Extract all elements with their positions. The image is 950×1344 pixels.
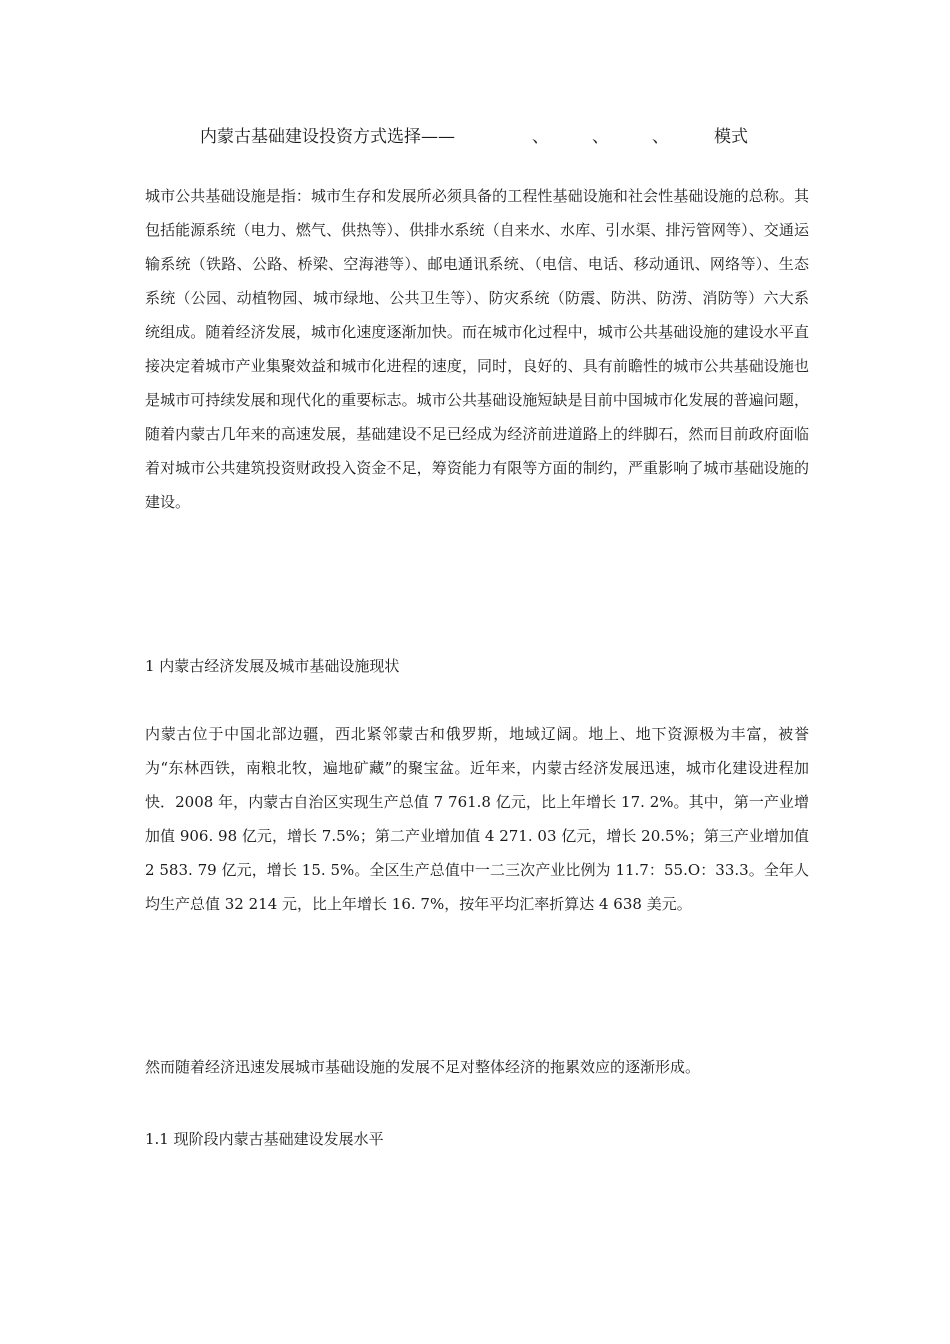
section-1-heading: 1 内蒙古经济发展及城市基础设施现状 xyxy=(145,657,400,675)
title-main: 内蒙古基础建设投资方式选择—— xyxy=(200,127,455,147)
title-tail: 模式 xyxy=(714,127,748,147)
title-separator-3: 、 xyxy=(652,127,669,147)
section-1-paragraph: 内蒙古位于中国北部边疆，西北紧邻蒙古和俄罗斯，地域辽阔。地上、地下资源极为丰富，被誉为“东林西铁，南粮北牧，遍地矿藏”的聚宝盆。近年来，内蒙古经济发展迅速，城市化建设进程加快．2008 年，内蒙古自治区实现生产总值 7 761.8 亿元，比上年增长 17. 2%。其中，第一产业增加值 906. 98 亿元，增长 7.5%；第二产业增加值 4 271. 03 亿元，增长 20.5%；第三产业增加值 2 583. 79 亿元，增长 15. 5%。全区生产总值中一二三次产业比例为 11.7：55.O：33.3。全年人均生产总值 32 214 元，比上年增长 16. 7%，按年平均汇率折算达 4 638 美元。 xyxy=(145,725,809,913)
title-separator-1: 、 xyxy=(532,127,549,147)
section-1-1-heading: 1.1 现阶段内蒙古基础建设发展水平 xyxy=(145,1130,384,1148)
title-separator-2: 、 xyxy=(592,127,609,147)
document-title xyxy=(200,122,820,152)
intro-paragraph: 城市公共基础设施是指：城市生存和发展所必须具备的工程性基础设施和社会性基础设施的总称。其包括能源系统（电力、燃气、供热等）、供排水系统（自来水、水库、引水渠、排污管网等）、交通运输系统（铁路、公路、桥梁、空海港等）、邮电通讯系统、（电信、电话、移动通讯、网络等）、生态系统（公园、动植物园、城市绿地、公共卫生等）、防灾系统（防震、防洪、防涝、消防等）六大系统组成。随着经济发展，城市化速度逐渐加快。而在城市化过程中，城市公共基础设施的建设水平直接决定着城市产业集聚效益和城市化进程的速度，同时，良好的、具有前瞻性的城市公共基础设施也是城市可持续发展和现代化的重要标志。城市公共基础设施短缺是目前中国城市化发展的普遍问题，随着内蒙古几年来的高速发展，基础建设不足已经成为经济前进道路上的绊脚石，然而目前政府面临着对城市公共建筑投资财政投入资金不足，筹资能力有限等方面的制约，严重影响了城市基础设施的建设。 xyxy=(145,187,809,511)
section-1-conclusion: 然而随着经济迅速发展城市基础设施的发展不足对整体经济的拖累效应的逐渐形成。 xyxy=(145,1058,701,1076)
